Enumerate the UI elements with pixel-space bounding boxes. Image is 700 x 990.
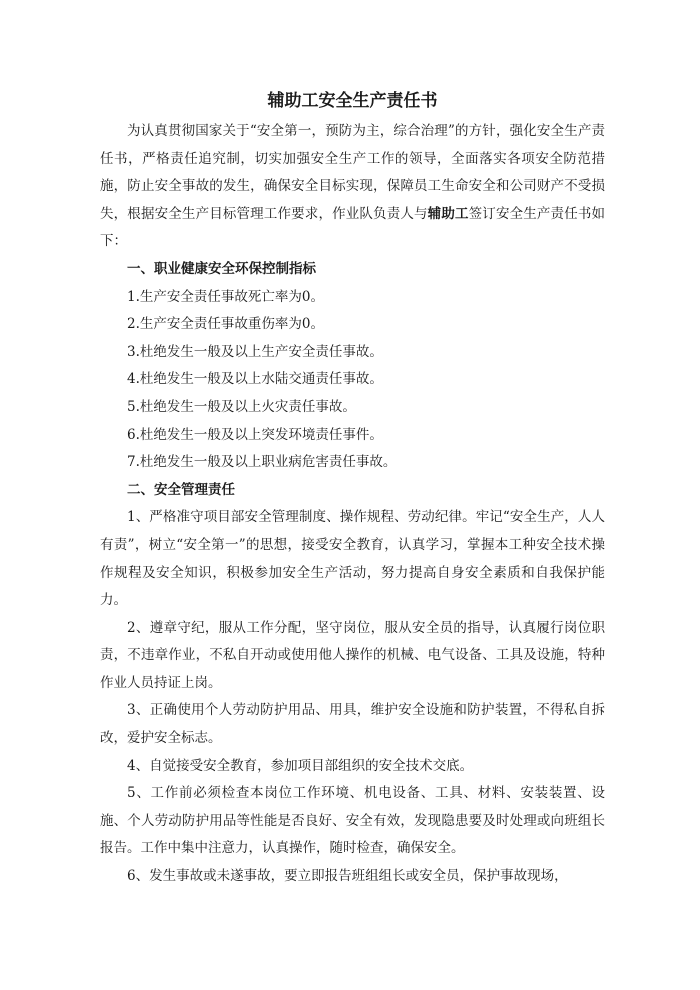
- section1-item: 7.杜绝发生一般及以上职业病危害责任事故。: [127, 454, 397, 471]
- section2-paragraph: 5、工作前必须检查本岗位工作环境、机电设备、工具、材料、安装装置、设施、个人劳动防护用品等性能是否良好、安全有效，发现隐患要及时处理或向班组长报告。工作中集中注意力，认真操作，随时检查，确保安全。: [100, 785, 605, 857]
- section1-item: 3.杜绝发生一般及以上生产安全责任事故。: [127, 343, 383, 360]
- section2-paragraph: 1、严格准守项目部安全管理制度、操作规程、劳动纪律。牢记“安全生产，人人有责”，树立“安全第一”的思想，接受安全教育，认真学习，掌握本工种安全技术操作规程及安全知识，积极参加安全生产活动，努力提高自身安全素质和自我保护能力。: [100, 509, 605, 609]
- section1-item: 5.杜绝发生一般及以上火灾责任事故。: [127, 398, 356, 415]
- section1-heading: 一、职业健康安全环保控制指标: [127, 260, 316, 277]
- intro-paragraph: [100, 118, 605, 256]
- section1-item: 4.杜绝发生一般及以上水陆交通责任事故。: [127, 371, 383, 388]
- section2-paragraph: 4、自觉接受安全教育，参加项目部组织的安全技术交底。: [127, 757, 474, 774]
- section2-paragraph: 6、发生事故或未遂事故，要立即报告班组组长或安全员，保护事故现场，: [127, 868, 568, 885]
- section1-item: 6.杜绝发生一般及以上突发环境责任事件。: [127, 426, 383, 443]
- document-body: [100, 88, 605, 891]
- section2-paragraph: 2、遵章守纪，服从工作分配，坚守岗位，服从安全员的指导，认真履行岗位职责，不违章作业，不私自开动或使用他人操作的机械、电气设备、工具及设施，特种作业人员持证上岗。: [100, 619, 605, 691]
- section1-item: 1.生产安全责任事故死亡率为0。: [127, 288, 324, 305]
- intro-text-part2: 签订安全生产责任书如下：: [100, 205, 606, 250]
- section2-heading: 二、安全管理责任: [127, 481, 235, 498]
- section1-item: 2.生产安全责任事故重伤率为0。: [127, 316, 324, 333]
- document-title: 辅助工安全生产责任书: [267, 91, 438, 111]
- intro-bold-role: 辅助工: [427, 205, 469, 222]
- intro-text-part1: 为认真贯彻国家关于“安全第一，预防为主，综合治理”的方针，强化安全生产责任书，严格责任追究制，切实加强安全生产工作的领导，全面落实各项安全防范措施，防止安全事故的发生，确保安全目标实现，保障员工生命安全和公司财产不受损失，根据安全生产目标管理工作要求，作业队负责人与: [100, 123, 605, 222]
- section2-paragraph: 3、正确使用个人劳动防护用品、用具，维护安全设施和防护装置，不得私自拆改，爱护安全标志。: [100, 702, 605, 747]
